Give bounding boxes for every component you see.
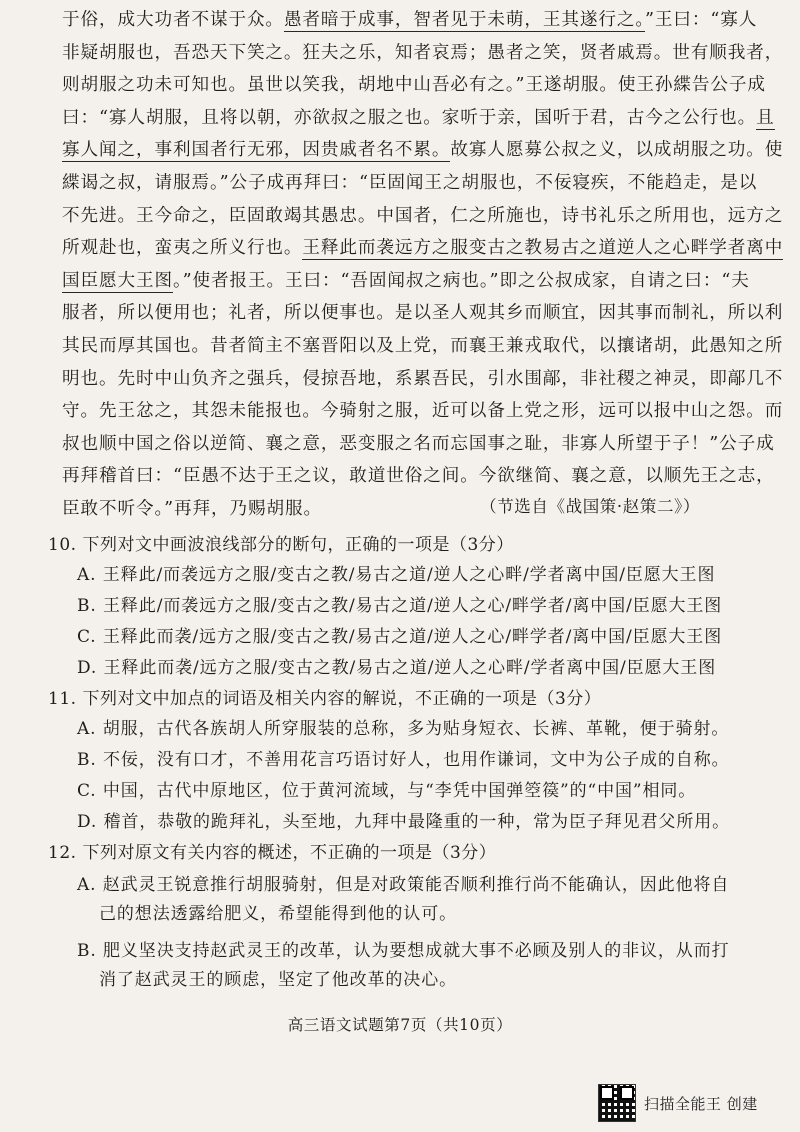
underlined-segment: 国臣愿大王图 — [62, 270, 173, 291]
classical-passage — [62, 4, 784, 526]
passage-line — [62, 330, 784, 363]
option-d: D. 稽首，恭敬的跪拜礼，头至地，九拜中最隆重的一种，常为臣子拜见君父所用。 — [77, 812, 731, 832]
passage-line — [62, 167, 772, 200]
question-stem: 12. 下列对原文有关内容的概述，不正确的一项是（3分） — [48, 843, 497, 863]
option-c: C. 中国，古代中原地区，位于黄河流域，与“李凭中国弹箜篌”的“中国”相同。 — [77, 781, 697, 801]
passage-line — [62, 4, 772, 37]
option-a: A. 王释此/而袭远方之服/变古之教/易古之道/逆人之心畔/学者离中国/臣愿大王图 — [77, 565, 716, 585]
passage-line — [62, 69, 772, 102]
option-b — [48, 937, 767, 995]
underlined-segment: 愚者暗于成事，智者见于未萌，王其遂行之。 — [283, 10, 646, 30]
option-a: A. 胡服，古代各族胡人所穿服装的总称，多为贴身短衣、长裤、革靴，便于骑射。 — [77, 719, 730, 739]
passage-line — [62, 363, 784, 396]
text-segment: 则胡服之功未可知也。虽世以笑我，胡地中山吾必有之。”王遂胡服。使王孙緤告公子成 — [62, 75, 766, 96]
passage-line — [62, 134, 784, 167]
underlined-segment: 寡人闻之，事利国者行无邪，因贵戚者名不累。 — [62, 140, 451, 161]
text-segment: ”王曰：“寡人 — [645, 10, 758, 30]
option-a-line1: A. 赵武灵王锐意推行胡服骑射，但是对政策能否顺利推行尚不能确认，因此他将自 — [77, 875, 730, 895]
passage-line — [62, 460, 775, 493]
option-c: C. 王释此而袭/远方之服/变古之教/易古之道/逆人之心/畔学者/离中国/臣愿大王图 — [77, 627, 723, 647]
question-12 — [48, 838, 768, 995]
text-segment: 守。先王忿之，其怨未能报也。今骑射之服，近可以备上党之形，远可以报中山之怨。而 — [62, 401, 784, 422]
passage-line — [62, 297, 784, 330]
text-segment: 曰：“寡人胡服，且将以朝，亦欲叔之服之也。家听于亲，国听于君，古今之公行也。 — [62, 107, 757, 128]
text-segment: 臣敢不听令。”再拜，乃赐胡服。 — [62, 498, 323, 519]
underlined-segment: 且 — [756, 107, 775, 128]
option-b: B. 王释此/而袭远方之服/变古之教/易古之道/逆人之心/畔学者/离中国/臣愿大王图 — [77, 596, 723, 616]
passage-line — [62, 200, 784, 233]
scanner-watermark — [598, 1083, 788, 1123]
text-segment: 叔也顺中国之俗以逆简、襄之意，恶变服之名而忘国事之耻，非寡人所望于子！”公子成 — [62, 433, 775, 454]
passage-line — [62, 395, 784, 428]
text-segment: 故寡人愿募公叔之义，以成胡服之功。使 — [450, 140, 784, 161]
underlined-segment: 王释此而袭远方之服变古之教易古之道逆人之心畔学者离中 — [302, 238, 784, 259]
text-segment: 不先进。王今命之，臣固敢竭其愚忠。中国者，仁之所施也，诗书礼乐之所用也，远方之 — [62, 205, 784, 226]
passage-line — [62, 232, 784, 265]
option-b-line2: 消了赵武灵王的顾虑，坚定了他改革的决心。 — [99, 970, 457, 990]
option-b: B. 不佞，没有口才，不善用花言巧语讨好人，也用作谦词，文中为公子成的自称。 — [77, 750, 730, 770]
passage-line — [62, 37, 784, 70]
text-segment: 非疑胡服也，吾恐天下笑之。狂夫之乐，知者哀焉；愚者之笑，贤者戚焉。世有顺我者， — [62, 42, 784, 63]
passage-line — [62, 428, 775, 461]
watermark-text: 扫描全能王 创建 — [644, 1094, 758, 1113]
option-a-line2: 己的想法透露给肥义，希望能得到他的认可。 — [99, 904, 457, 924]
option-d: D. 王释此而袭/远方之服/变古之教/易古之道/逆人之心畔/学者离中国/臣愿大王图 — [77, 658, 717, 678]
passage-source: （节选自《战国策·赵策二》） — [480, 497, 700, 516]
text-segment: 所观赴也，蛮夷之所义行也。 — [62, 238, 303, 259]
question-11 — [48, 684, 768, 838]
text-segment: 其民而厚其国也。昔者简主不塞晋阳以及上党，而襄王兼戎取代，以攘诸胡，此愚知之所 — [62, 335, 784, 356]
question-10 — [48, 530, 768, 684]
option-a — [48, 871, 767, 929]
page-footer: 高三语文试题第7页（共10页） — [287, 1016, 513, 1034]
text-segment: 再拜稽首曰：“臣愚不达于王之议，敢道世俗之间。今欲继简、襄之意，以顺先王之志， — [62, 466, 775, 487]
text-segment: 明也。先时中山负齐之强兵，侵掠吾地，系累吾民，引水围鄗，非社稷之神灵，即鄗几不 — [62, 368, 784, 389]
question-stem: 11. 下列对文中加点的词语及相关内容的解说，不正确的一项是（3分） — [48, 689, 602, 709]
passage-line — [62, 265, 772, 298]
text-segment: 緤谒之叔，请服焉。”公子成再拜曰：“臣固闻王之胡服也，不佞寝疾，不能趋走，是以 — [62, 172, 758, 193]
qr-code-icon — [598, 1084, 636, 1122]
text-segment: 于俗，成大功者不谋于众。 — [62, 10, 284, 30]
passage-line — [62, 102, 775, 135]
option-b-line1: B. 肥义坚决支持赵武灵王的改革，认为要想成就大事不必顾及别人的非议，从而打 — [77, 941, 730, 961]
text-segment: 。”使者报王。王曰：“吾固闻叔之病也。”即之公叔成家，自请之曰：“夫 — [172, 270, 750, 291]
text-segment: 服者，所以便用也；礼者，所以便事也。是以圣人观其乡而顺宜，因其事而制礼，所以利 — [62, 303, 784, 324]
question-stem: 10. 下列对文中画波浪线部分的断句，正确的一项是（3分） — [48, 535, 514, 555]
